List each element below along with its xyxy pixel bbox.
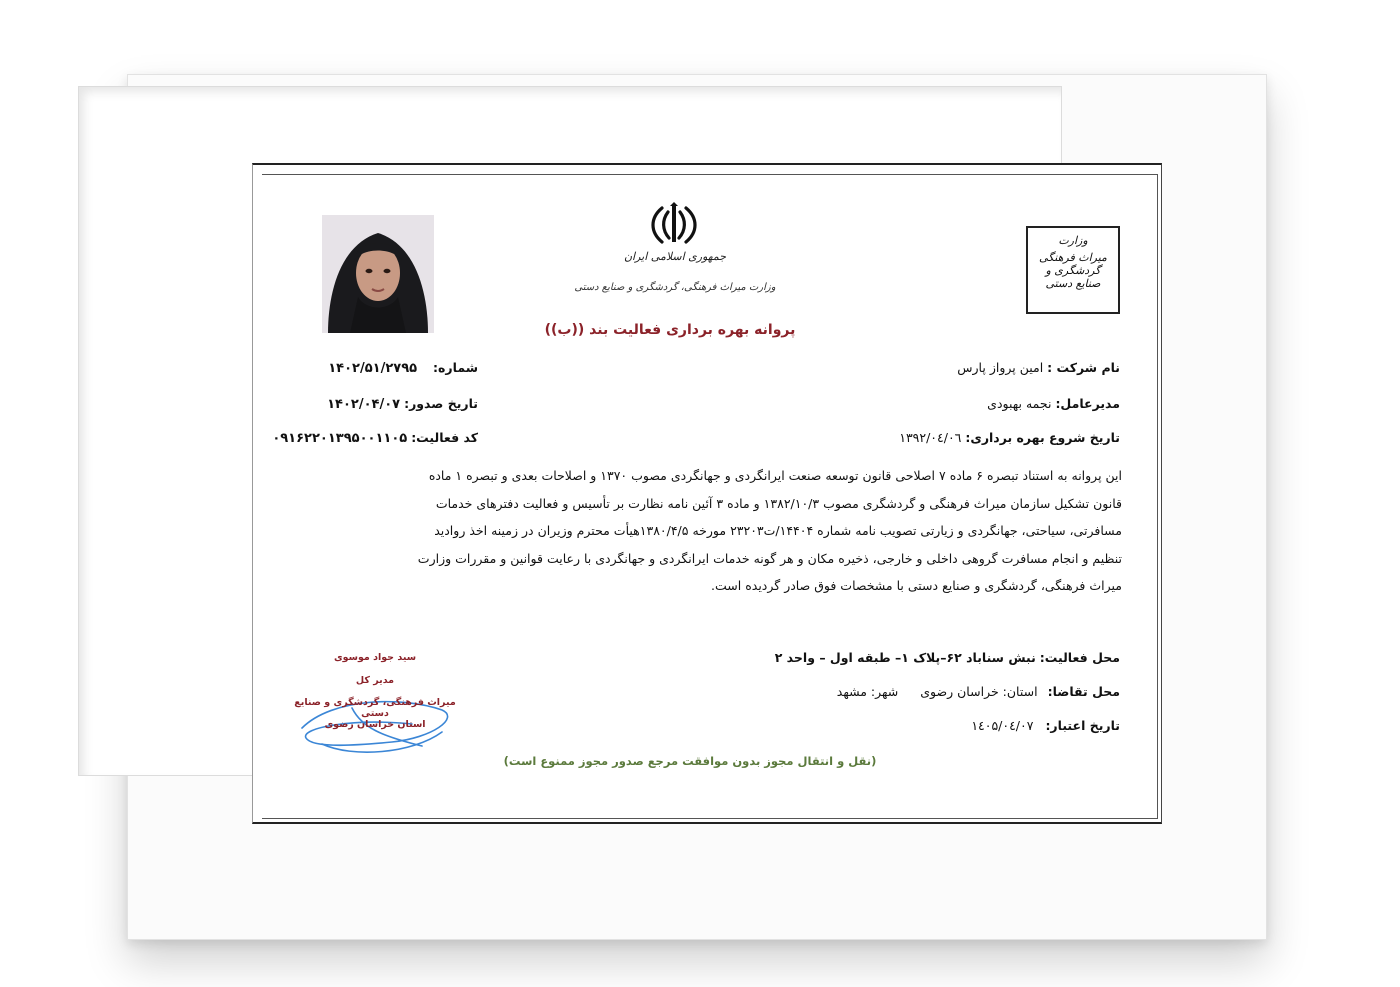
activity-location-label: محل فعالیت: — [1039, 650, 1120, 665]
signatory-org: میراث فرهنگی، گردشگری و صنایع دستی — [294, 697, 456, 719]
number-value: ۱۴۰۲/۵۱/۲۷۹۵ — [328, 361, 418, 376]
company-value: امین پرواز پارس — [957, 360, 1044, 375]
body-line: این پروانه به استناد تبصره ۶ ماده ۷ اصلاحی قانون توسعه صنعت ایرانگردی و جهانگردی مصوب ۱۳۷۰ و اصلاحات بعدی و تبصره ۱ ماده — [428, 468, 1122, 483]
company-label: نام شرکت : — [1047, 360, 1120, 375]
company-row — [957, 360, 1120, 375]
logo-bottom-text: میراث فرهنگی گردشگری و صنایع دستی — [1039, 251, 1107, 290]
manager-label: مدیرعامل: — [1055, 396, 1120, 411]
transfer-notice: (نقل و انتقال مجوز بدون موافقت مرجع صدور مجوز ممنوع است) — [503, 754, 877, 768]
republic-name: جمهوری اسلامی ایران — [623, 250, 727, 263]
activity-code-value: ۰۹۱۶۲۲۰۱۳۹۵۰۰۱۱۰۵ — [272, 431, 408, 446]
number-label: شماره: — [433, 360, 478, 375]
body-line: مسافرتی، سیاحتی، جهانگردی و زیارتی تصویب نامه شماره ۱۴۴۰۴/ت۲۳۲۰۳ مورخه ۱۳۸۰/۴/۵هیأت محترم وزیران در زمینه اخذ روادید — [434, 523, 1122, 538]
validity-value: ۱٤۰۵/۰٤/۰۷ — [971, 718, 1034, 733]
issue-date-label: تاریخ صدور: — [404, 396, 478, 411]
activity-code-row — [272, 430, 478, 446]
number-row — [328, 360, 478, 376]
certificate-body — [262, 462, 1122, 600]
ministry-name: وزارت میراث فرهنگی، گردشگری و صنایع دستی — [574, 282, 776, 293]
body-line: تنظیم و انجام مسافرت گروهی داخلی و خارجی، ذخیره مکان و هر گونه خدمات ایرانگردی و جهانگردی با رعایت قوانین و مقررات وزارت — [417, 550, 1122, 566]
province-text: استان: خراسان رضوی — [920, 684, 1038, 699]
start-date-label: تاریخ شروع بهره برداری: — [965, 430, 1120, 445]
signatory-role: مدیر کل — [355, 675, 395, 686]
start-date-value: ۱۳۹۲/۰٤/۰٦ — [899, 430, 962, 445]
request-location-row — [837, 684, 1120, 699]
validity-label: تاریخ اعتبار: — [1045, 718, 1120, 733]
activity-location-value: نبش سناباد ۶۲–پلاک ۱– طبقه اول – واحد ۲ — [774, 650, 1036, 665]
iran-emblem-icon — [648, 202, 700, 248]
logo-top-text: وزارت — [1058, 234, 1088, 247]
signatory-province: استان خراسان رضوی — [324, 719, 426, 730]
body-line: میراث فرهنگی، گردشگری و صنایع دستی با مشخصات فوق صادر گردیده است. — [711, 578, 1122, 593]
certificate-title: پروانه بهره برداری فعالیت بند ((ب)) — [544, 322, 796, 338]
start-date-row — [899, 430, 1120, 445]
validity-row — [971, 718, 1120, 733]
activity-location-row — [775, 650, 1120, 665]
issue-date-row — [327, 396, 478, 412]
issue-date-value: ۱۴۰۲/۰۴/۰۷ — [327, 397, 401, 412]
signatory-name: سید جواد موسوی — [333, 652, 417, 663]
manager-photo — [322, 215, 434, 333]
ministry-logo — [1026, 226, 1120, 314]
activity-code-label: کد فعالیت: — [411, 430, 478, 445]
body-line: قانون تشکیل سازمان میراث فرهنگی و گردشگری مصوب ۱۳۸۲/۱۰/۳ و ماده ۳ آئین نامه نظارت بر تأسیس و فعالیت دفترهای خدمات — [435, 495, 1122, 511]
manager-row — [987, 396, 1120, 411]
manager-value: نجمه بهبودی — [987, 396, 1052, 411]
city-text: شهر: مشهد — [836, 684, 899, 699]
request-location-label: محل تقاضا: — [1047, 684, 1120, 699]
